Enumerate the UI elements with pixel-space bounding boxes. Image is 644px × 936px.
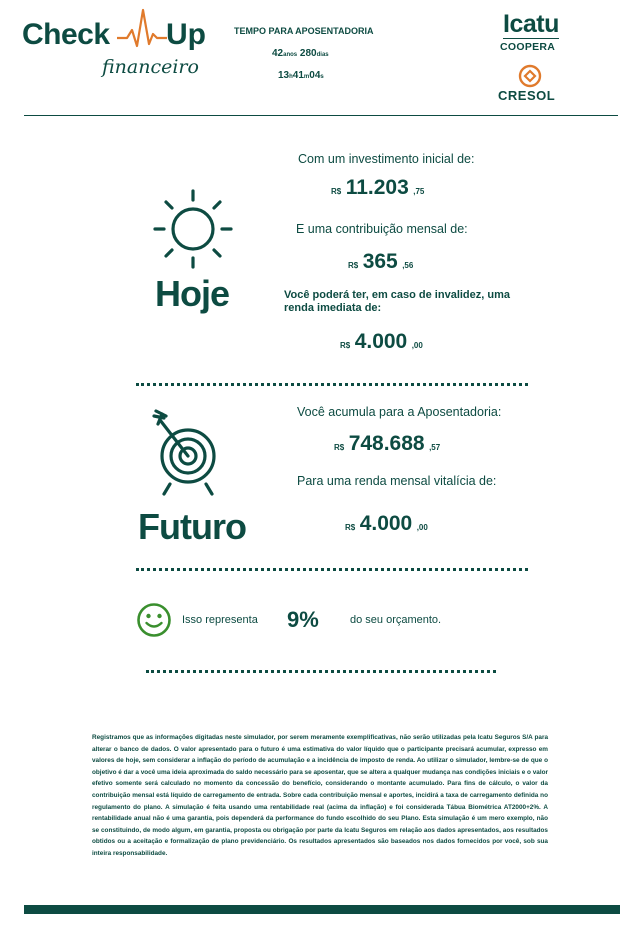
tempo-horas — [278, 70, 324, 81]
contribuicao-value — [348, 250, 413, 274]
investimento-value — [331, 176, 424, 200]
value-integer: 748.688 — [348, 432, 425, 455]
target-icon — [150, 408, 230, 498]
cresol-mark-icon — [518, 64, 542, 88]
dias-value: 280 — [299, 48, 317, 59]
value-decimal: ,00 — [416, 523, 428, 532]
value-integer: 365 — [362, 250, 398, 273]
orcamento-prefix: Isso representa — [182, 614, 258, 626]
section-divider — [136, 383, 528, 386]
contribuicao-text: E uma contribuição mensal de: — [296, 222, 468, 236]
disclaimer-text: Registramos que as informações digitadas neste simulador, por serem meramente exemplificativas, não serão utilizadas pela Icatu Seguros S/A para alterar o banco de dados. O valor apresentado para o futuro é uma estimativa do valor líquido que o participante precisará acumular, expresso em valores de hoje, sem considerar a inflação do período de acumulação e a incidência de imposto de renda. Ao utilizar o simulador, lembre-se de que o objetivo é dar a você uma ideia aproximada do saldo necessário para se aposentar, que se altera a qualquer mudança nas condições iniciais e o valor efetivo somente será calculado no momento da concessão do benefício, considerando o montante acumulado. Para fins de cálculo, o valor da contribuição mensal está líquido de carregamento de entrada. Sobre cada contribuição mensal e aportes, incidirá a taxa de carregamento definida no regulamento do plano. A simulação é feita usando uma rentabilidade real (acima da inflação) e foi considerada Tábua Biométrica AT2000+2%. A rentabilidade anual não é uma garantia, pois dependerá da performance do fundo escolhido do seu Plano. Esta simulação é um mero exemplo, não se constituindo, de modo algum, em garantia, proposta ou obrigação por parte da Icatu Seguros em relação aos dados apresentados, aos resultados obtidos ou a aceitação e formalização de plano previdenciário. Os resultados apresentados são baseados nos dados fornecidos por você, sob sua inteira responsabilidade. — [92, 734, 548, 857]
logo-up-text: Up — [166, 18, 206, 51]
value-decimal: ,00 — [411, 341, 423, 350]
logo-check-text: Check — [22, 18, 110, 51]
cresol-logo: CRESOL — [498, 88, 556, 103]
hoje-label: Hoje — [155, 273, 230, 314]
footer-bar — [24, 905, 620, 914]
tempo-anos-dias — [272, 48, 329, 59]
section-divider — [136, 568, 528, 571]
orcamento-percent: 9% — [287, 607, 319, 632]
value-integer: 4.000 — [359, 512, 413, 535]
smiley-icon — [136, 602, 172, 638]
logo-tagline: financeiro — [102, 56, 199, 78]
currency-symbol: R$ — [348, 261, 359, 270]
orcamento-suffix: do seu orçamento. — [350, 614, 442, 626]
minutos-unit: m — [303, 74, 310, 80]
anos-unit: anos — [283, 52, 298, 58]
investimento-text: Com um investimento inicial de: — [298, 152, 475, 166]
currency-symbol: R$ — [345, 523, 356, 532]
minutos-value: 41 — [292, 70, 304, 81]
section-divider — [146, 670, 496, 673]
segundos-value: 04 — [309, 70, 321, 81]
dias-unit: dias — [316, 52, 329, 58]
icatu-divider — [503, 38, 559, 39]
renda-value — [345, 512, 428, 536]
invalidez-value — [340, 330, 423, 354]
logo-pulse-icon — [117, 8, 167, 50]
value-integer: 11.203 — [345, 176, 409, 199]
renda-text: Para uma renda mensal vitalícia de: — [297, 474, 497, 488]
acumula-text: Você acumula para a Aposentadoria: — [297, 405, 502, 419]
acumula-value — [334, 432, 440, 456]
value-integer: 4.000 — [354, 330, 408, 353]
icatu-logo: Icatu — [503, 10, 559, 38]
segundos-unit: s — [320, 74, 324, 80]
currency-symbol: R$ — [334, 443, 345, 452]
coopera-logo: COOPERA — [500, 41, 556, 53]
futuro-label: Futuro — [138, 506, 246, 547]
anos-value: 42 — [272, 48, 284, 59]
currency-symbol: R$ — [331, 187, 342, 196]
tempo-title: TEMPO PARA APOSENTADORIA — [234, 26, 374, 36]
header-divider — [24, 115, 618, 116]
horas-value: 13 — [278, 70, 290, 81]
sun-icon — [150, 186, 236, 272]
horas-unit: h — [289, 74, 293, 80]
value-decimal: ,75 — [413, 187, 425, 196]
currency-symbol: R$ — [340, 341, 351, 350]
value-decimal: ,57 — [429, 443, 441, 452]
invalidez-text: Você poderá ter, em caso de invalidez, uma renda imediata de: — [284, 289, 510, 314]
value-decimal: ,56 — [402, 261, 414, 270]
